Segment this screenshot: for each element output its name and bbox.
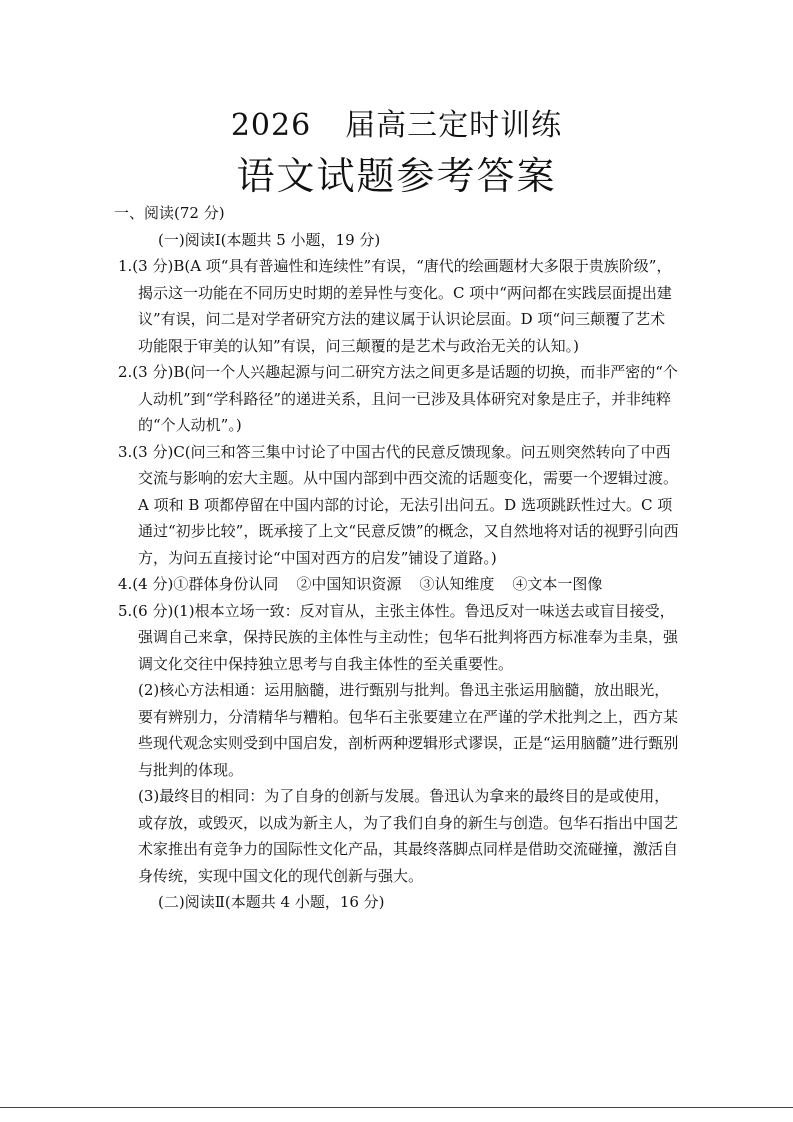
answer-q4-prefix: 4.(4 分) (118, 575, 174, 593)
exam-title-text: 届高三定时训练 (345, 108, 563, 143)
answer-q1: 1.(3 分)B(A 项“具有普遍性和连续性”有误，“唐代的绘画题材大多限于贵族阶级”，揭示这一功能在不同历史时期的差异性与变化。C 项中“两问都在实践层面提出建议”有误，问二是对学者研究方法的建议属于认识论层面。D 项“问三颠覆了艺术功能限于审美的认知”有误，问三颠覆的是艺术与政治无关的认知。) (118, 257, 672, 355)
section-heading-reading: 一、阅读(72 分) (114, 204, 225, 222)
answer-q4 (118, 571, 680, 598)
answer-q4-item: ①群体身份认同 (173, 575, 279, 593)
answer-q5-part1: 5.(6 分)(1)根本立场一致：反对盲从，主张主体性。鲁迅反对一味送去或盲目接受，强调自己来拿，保持民族的主体性与主动性；包华石批判将西方标准奉为圭臬，强调文化交往中保持独立思考与自我主体性的至关重要性。 (118, 601, 679, 673)
answer-q4-item: ④文本一图像 (512, 575, 603, 593)
answer-q3: 3.(3 分)C(问三和答三集中讨论了中国古代的民意反馈现象。问五则突然转向了中西交流与影响的宏大主题。从中国内部到中西交流的话题变化，需要一个逻辑过渡。A 项和 B 项都停留在中国内部的讨论，无法引出问五。D 选项跳跃性过大。C 项通过“初步比较”，既承接了上文“民意反馈”的概念，又自然地将对话的视野引向西方，为问五直接讨论“中国对西方的启发”铺设了道路。) (118, 442, 679, 567)
exam-year: 2026 (230, 108, 312, 143)
document-title: 语文试题参考答案 (236, 154, 557, 198)
answer-q4-item: ③认知维度 (419, 575, 495, 593)
answer-q2: 2.(3 分)B(问一个人兴趣起源与问二研究方法之间更多是话题的切换，而非严密的“个人动机”到“学科路径”的递进关系，且问一已涉及具体研究对象是庄子，并非纯粹的“个人动机”。) (118, 363, 678, 434)
subsection-heading-reading-2: (二)阅读Ⅱ(本题共 4 小题，16 分) (158, 893, 385, 911)
answer-q5-part2: (2)核心方法相通：运用脑髓，进行甄别与批判。鲁迅主张运用脑髓，放出眼光，要有辨别力，分清精华与糟粕。包华石主张要建立在严谨的学术批判之上，西方某些现代观念实则受到中国启发，剖析两种逻辑形式谬误，正是“运用脑髓”进行甄别与批判的体现。 (138, 681, 679, 779)
answer-q5-part3: (3)最终目的相同：为了自身的创新与发展。鲁迅认为拿来的最终目的是或使用，或存放，或毁灭，以成为新主人，为了我们自身的新生与创造。包华石指出中国艺术家推出有竞争力的国际性文化产品，其最终落脚点同样是借助交流碰撞，激活自身传统，实现中国文化的现代创新与强大。 (138, 787, 679, 885)
page-bottom-divider (0, 1107, 793, 1108)
subsection-heading-reading-1: (一)阅读Ⅰ(本题共 5 小题，19 分) (158, 230, 381, 249)
answer-content (114, 200, 680, 916)
exam-title (0, 100, 793, 144)
answer-q4-item: ②中国知识资源 (296, 575, 402, 593)
